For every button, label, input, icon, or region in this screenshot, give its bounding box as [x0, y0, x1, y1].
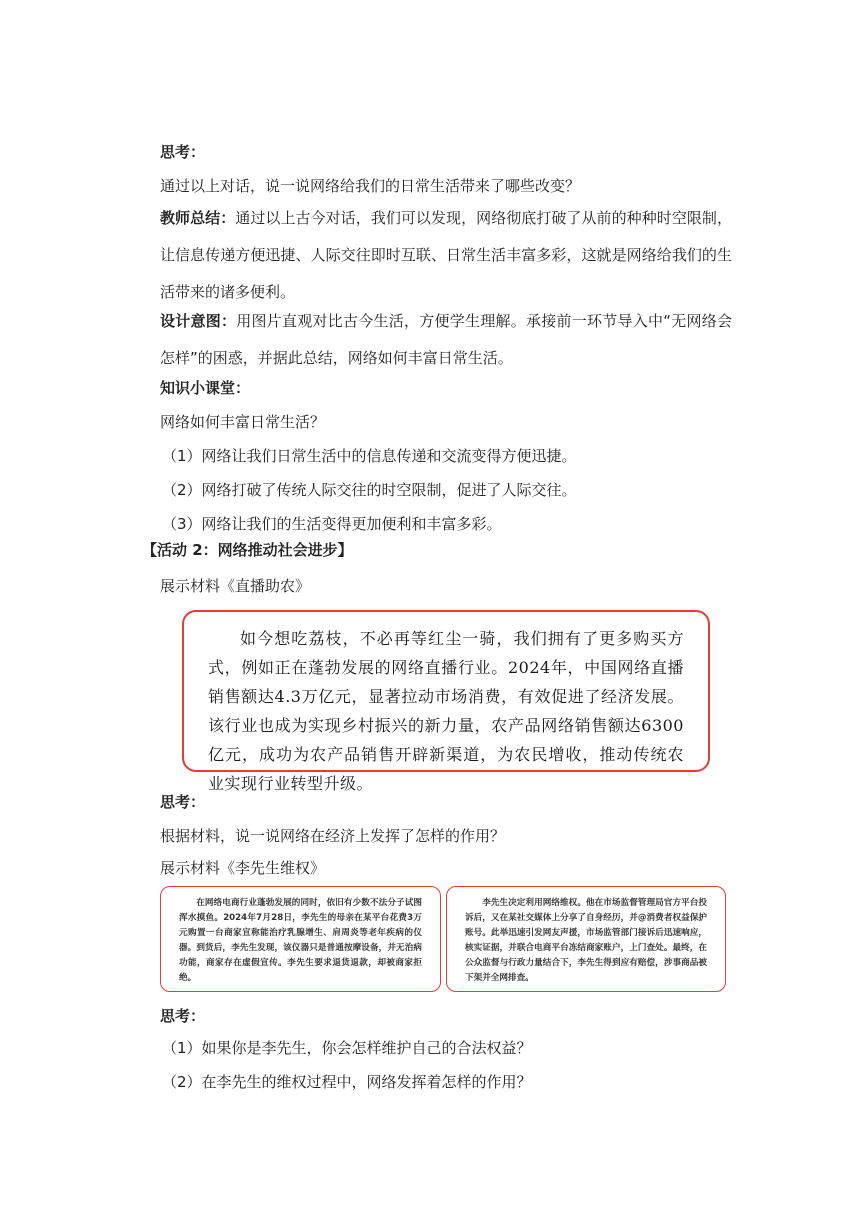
knowledge-heading: 知识小课堂：	[160, 379, 251, 397]
material-2-left-text: 在网络电商行业蓬勃发展的同时，依旧有少数不法分子试图浑水摸鱼。2024年7月28日，李先生的母亲在某平台花费3万元购置一台商家宣称能治疗乳腺增生、肩周炎等老年疾病的仪器。到货后，李先生发现，该仪器只是普通按摩设备，并无治病功能，商家存在虚假宣传。李先生要求退货退款，却被商家拒绝。	[179, 898, 422, 983]
think-question-3: （1）如果你是李先生，你会怎样维护自己的合法权益？	[162, 1039, 532, 1057]
material-2-right-text: 李先生决定利用网络维权。他在市场监督管理局官方平台投诉后，又在某社交媒体上分享了自身经历，并@消费者权益保护账号。此举迅速引发网友声援，市场监管部门接诉后迅速响应，核实证据，并联合电商平台冻结商家账户，上门查处。最终，在公众监督与行政力量结合下，李先生得到应有赔偿，涉事商品被下架并全网排查。	[465, 898, 707, 983]
knowledge-point: （1）网络让我们日常生活中的信息传递和交流变得方便迅捷。	[162, 447, 577, 465]
material-2-right-box	[446, 886, 726, 992]
material-1-intro: 展示材料《直播助农》	[160, 577, 311, 595]
knowledge-point: （2）网络打破了传统人际交往的时空限制，促进了人际交往。	[162, 481, 577, 499]
think-question-4: （2）在李先生的维权过程中，网络发挥着怎样的作用？	[162, 1073, 532, 1091]
knowledge-point: （3）网络让我们的生活变得更加便利和丰富多彩。	[162, 515, 502, 533]
teacher-summary-text: 通过以上古今对话，我们可以发现，网络彻底打破了从前的种种时空限制，让信息传递方便迅捷、人际交往即时互联、日常生活丰富多彩，这就是网络给我们的生活带来的诸多便利。	[160, 209, 732, 301]
material-1-box	[182, 610, 710, 793]
design-intent-label: 设计意图：	[160, 312, 237, 330]
think-question-1: 通过以上对话，说一说网络给我们的日常生活带来了哪些改变？	[160, 177, 581, 195]
knowledge-question: 网络如何丰富日常生活？	[160, 413, 326, 431]
think-heading-3: 思考：	[160, 1007, 206, 1025]
material-2-intro: 展示材料《李先生维权》	[160, 859, 326, 877]
think-heading-1: 思考：	[160, 143, 206, 161]
think-heading-2: 思考：	[160, 793, 206, 811]
design-intent	[160, 303, 732, 377]
design-intent-text: 用图片直观对比古今生活，方便学生理解。承接前一环节导入中“无网络会怎样”的困惑，并据此总结，网络如何丰富日常生活。	[160, 312, 732, 367]
think-question-2: 根据材料，说一说网络在经济上发挥了怎样的作用？	[160, 827, 506, 845]
teacher-summary-label: 教师总结：	[160, 209, 236, 227]
material-2-left-box	[160, 886, 441, 992]
activity-2-title: 【活动 2：网络推动社会进步】	[142, 541, 353, 559]
teacher-summary	[160, 200, 732, 311]
material-1-text: 如今想吃荔枝，不必再等红尘一骑，我们拥有了更多购买方式，例如正在蓬勃发展的网络直播行业。2024年，中国网络直播销售额达4.3万亿元，显著拉动市场消费，有效促进了经济发展。该行业也成为实现乡村振兴的新力量，农产品网络销售额达6300亿元，成功为农产品销售开辟新渠道，为农民增收，推动传统农业实现行业转型升级。	[208, 629, 684, 793]
